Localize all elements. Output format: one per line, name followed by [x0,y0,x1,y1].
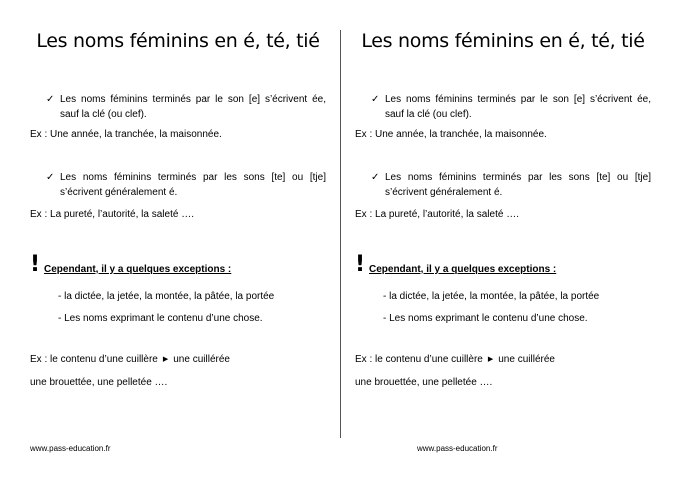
exclamation-icon: ! [30,252,41,277]
page-title: Les noms féminins en é, té, tié [36,30,320,52]
example-3-part-b: une cuillérée [498,354,555,365]
arrow-right-icon: ▶ [162,356,169,363]
example-3 [30,352,326,367]
footer-url: www.pass-education.fr [417,444,498,453]
exception-1: - la dictée, la jetée, la montée, la pâtée, la portée [383,291,600,302]
arrow-right-icon: ▶ [487,356,494,363]
rule-2-text: Les noms féminins terminés par les sons [te] ou [tje] s’écrivent généralement é. [385,172,651,198]
check-icon: ✓ [371,94,380,105]
example-3-line-2: une brouettée, une pelletée …. [30,377,168,388]
worksheet-left [30,0,326,480]
example-2: Ex : La pureté, l’autorité, la saleté …. [30,209,194,220]
rule-2 [46,170,326,200]
exclamation-icon: ! [355,252,366,277]
exception-2: - Les noms exprimant le contenu d’une chose. [383,313,588,324]
example-1: Ex : Une année, la tranchée, la maisonnée. [355,129,547,140]
check-icon: ✓ [46,172,55,183]
example-3-line-2: une brouettée, une pelletée …. [355,377,493,388]
example-3-part-b: une cuillérée [173,354,230,365]
rule-2-text: Les noms féminins terminés par les sons [te] ou [tje] s’écrivent généralement é. [60,172,326,198]
warning-heading: Cependant, il y a quelques exceptions : [369,264,557,275]
page-title: Les noms féminins en é, té, tié [361,30,645,52]
rule-1-text: Les noms féminins terminés par le son [e] s’écrivent ée, sauf la clé (ou clef). [60,94,326,120]
warning-heading: Cependant, il y a quelques exceptions : [44,264,232,275]
exception-2: - Les noms exprimant le contenu d’une chose. [58,313,263,324]
exception-1: - la dictée, la jetée, la montée, la pâtée, la portée [58,291,275,302]
rule-2 [371,170,651,200]
check-icon: ✓ [371,172,380,183]
rule-1 [371,92,651,122]
example-3 [355,352,651,367]
example-3-part-a: Ex : le contenu d’une cuillère [355,354,483,365]
example-3-part-a: Ex : le contenu d’une cuillère [30,354,158,365]
rule-1-text: Les noms féminins terminés par le son [e] s’écrivent ée, sauf la clé (ou clef). [385,94,651,120]
example-2: Ex : La pureté, l’autorité, la saleté …. [355,209,519,220]
rule-1 [46,92,326,122]
worksheet-right [355,0,651,480]
check-icon: ✓ [46,94,55,105]
column-divider [340,30,341,438]
example-1: Ex : Une année, la tranchée, la maisonnée. [30,129,222,140]
footer-url: www.pass-education.fr [30,444,111,453]
